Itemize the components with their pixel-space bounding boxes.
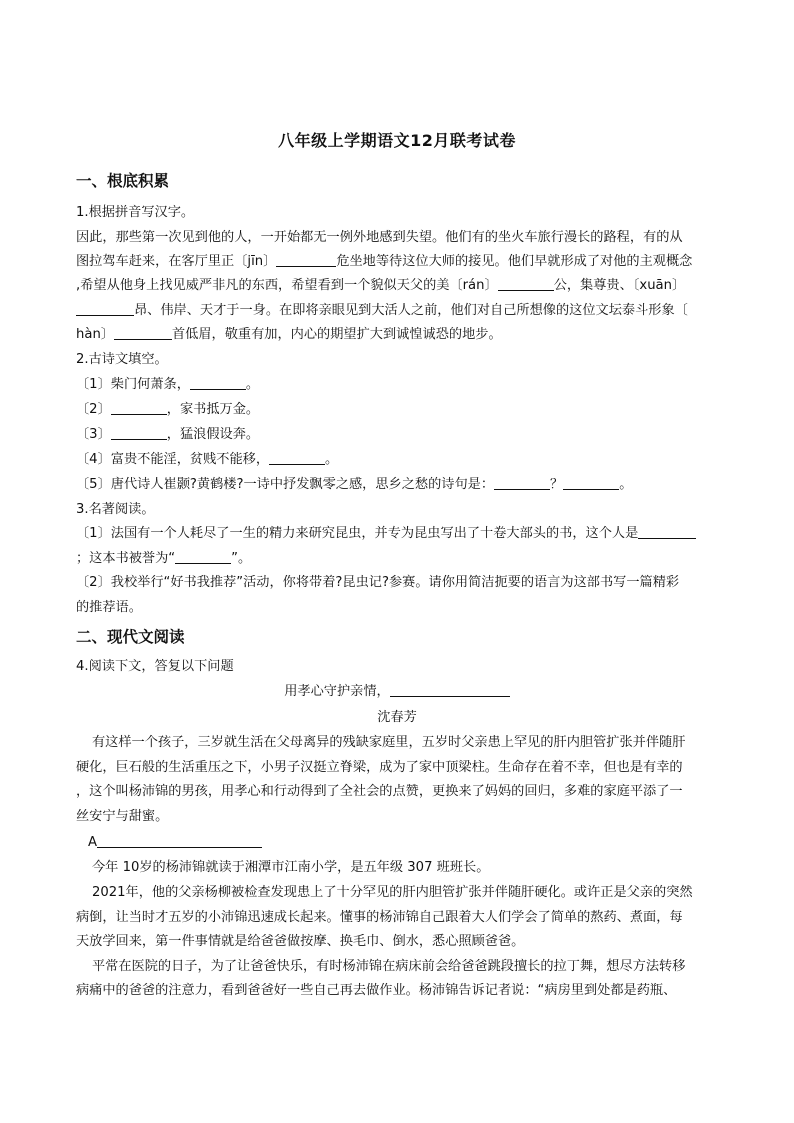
article-title: 用孝心守护亲情， bbox=[76, 682, 718, 702]
question-2-prompt: 2.古诗文填空。 bbox=[76, 352, 168, 367]
paragraph-line: 2021年，他的父亲杨柳被检查发现患上了十分罕见的肝内胆管扩张并伴随肝硬化。或许正是父亲的突然 bbox=[92, 885, 693, 900]
paragraph-line: ，这个叫杨沛锦的男孩，用孝心和行动得到了全社会的点赞，更换来了妈妈的回归，多难的家庭平添了一 bbox=[76, 784, 683, 799]
q2-item-1: 〔1〕柴门何萧条， 。 bbox=[76, 377, 260, 392]
paragraph-line: 病倒，让当时才五岁的小沛锦迅速成长起来。懂事的杨沛锦自己跟着大人们学会了简单的熬药、煮面，每 bbox=[76, 910, 683, 925]
q2-item-3: 〔3〕 ，猛浪假设奔。 bbox=[76, 427, 260, 442]
q1-text-line: 昂、伟岸、天才于一身。在即将亲眼见到大活人之前，他们对自己所想像的这位文坛泰斗形象〔 bbox=[76, 301, 718, 321]
paragraph-line: 丝安宁与甜蜜。 bbox=[76, 809, 169, 824]
question-4-prompt: 4.阅读下文，答复以下问题 bbox=[76, 659, 234, 674]
article-author: 沈春芳 bbox=[377, 710, 417, 725]
answer-blank[interactable] bbox=[111, 425, 167, 440]
subheading-a: A bbox=[88, 833, 730, 853]
question-1-prompt: 1.根据拼音写汉字。 bbox=[76, 205, 195, 220]
q3-item-2-cont: 的推荐语。 bbox=[76, 600, 142, 615]
q2-item-5: 〔5〕唐代诗人崔颢?黄鹤楼?一诗中抒发飘零之感，思乡之愁的诗句是： ？ 。 bbox=[76, 477, 633, 492]
paragraph-line: 硬化，巨石般的生活重压之下，小男子汉挺立脊梁，成为了家中顶梁柱。生命存在着不幸，但也是有幸的 bbox=[76, 760, 683, 775]
paragraph-line: 病痛中的爸爸的注意力，看到爸爸好一些自己再去做作业。杨沛锦告诉记者说：“病房里到处都是药瓶、 bbox=[76, 983, 677, 998]
paragraph-line: 天放学回来，第一件事情就是给爸爸做按摩、换毛巾、倒水，悉心照顾爸爸。 bbox=[76, 934, 525, 949]
q3-item-2: 〔2〕我校举行“好书我推荐”活动，你将带着?昆虫记?参赛。请你用简洁扼要的语言为这部书写一篇精彩 bbox=[76, 575, 680, 590]
section-heading-basics: 一、根底积累 bbox=[76, 172, 170, 190]
section-heading-reading: 二、现代文阅读 bbox=[76, 628, 185, 646]
paragraph-line: 平常在医院的日子，为了让爸爸快乐，有时杨沛锦在病床前会给爸爸跳段擅长的拉丁舞，想尽方法转移 bbox=[92, 959, 686, 974]
question-3-prompt: 3.名著阅读。 bbox=[76, 502, 155, 517]
answer-blank[interactable] bbox=[494, 475, 550, 490]
title-blank[interactable] bbox=[390, 682, 510, 697]
answer-blank[interactable] bbox=[175, 549, 231, 564]
q3-item-1-cont: ；这本书被誉为“ ”。 bbox=[76, 551, 252, 566]
answer-blank[interactable] bbox=[111, 400, 167, 415]
q3-item-1: 〔1〕法国有一个人耗尽了一生的精力来研究昆虫，并专为昆虫写出了十卷大部头的书，这个人是 bbox=[76, 524, 718, 544]
answer-blank[interactable] bbox=[114, 325, 172, 340]
answer-blank[interactable] bbox=[97, 833, 262, 848]
paragraph-line: 有这样一个孩子，三岁就生活在父母离异的残缺家庭里，五岁时父亲患上罕见的肝内胆管扩张并伴随肝 bbox=[92, 735, 686, 750]
page-title: 八年级上学期语文12月联考试卷 bbox=[278, 131, 516, 150]
q1-text-line: 因此，那些第一次见到他的人，一开始都无一例外地感到失望。他们有的坐火车旅行漫长的路程，有的从 bbox=[76, 230, 683, 245]
answer-blank[interactable] bbox=[563, 475, 619, 490]
answer-blank[interactable] bbox=[269, 450, 325, 465]
q2-item-4: 〔4〕富贵不能淫，贫贱不能移， 。 bbox=[76, 452, 339, 467]
q1-text-line: ,希望从他身上找见威严非凡的东西，希望看到一个貌似天父的美〔rán〕 公，集尊贵、〔xuān〕 bbox=[76, 278, 686, 293]
q1-text-line: 图拉驾车赶来，在客厅里正〔jīn〕 危坐地等待这位大师的接见。他们早就形成了对他的主观概念 bbox=[76, 254, 693, 269]
answer-blank[interactable] bbox=[498, 276, 554, 291]
q1-text-line: hàn〕 首低眉，敬重有加，内心的期望扩大到诚惶诚恐的地步。 bbox=[76, 327, 502, 342]
answer-blank[interactable] bbox=[190, 375, 246, 390]
q2-item-2: 〔2〕 ，家书抵万金。 bbox=[76, 402, 260, 417]
answer-blank[interactable] bbox=[638, 524, 696, 539]
answer-blank[interactable] bbox=[276, 252, 336, 267]
paragraph-line: 今年 10岁的杨沛锦就读于湘潭市江南小学，是五年级 307 班班长。 bbox=[92, 860, 490, 875]
answer-blank[interactable] bbox=[76, 301, 134, 316]
